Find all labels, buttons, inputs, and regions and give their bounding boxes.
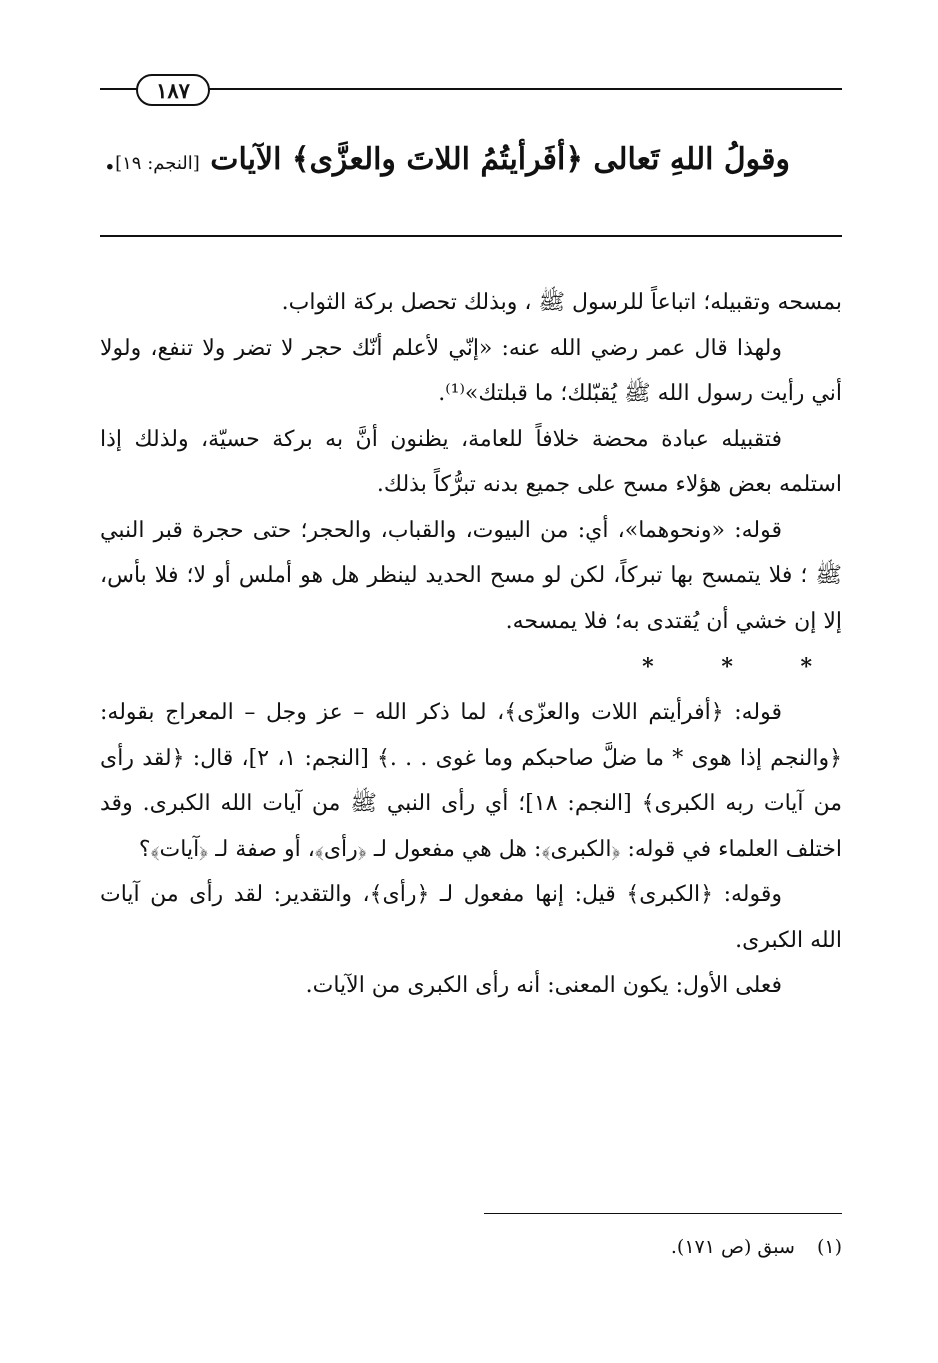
footnote: [300, 1232, 842, 1262]
matn-text: وقولُ اللهِ تَعالى ﴿أفَرأيتُمُ اللاتَ والعزَّى﴾ الآيات: [210, 142, 790, 177]
matn-reference: [النجم: ١٩]: [115, 153, 200, 174]
paragraph: وقوله: ﴿الكبرى﴾ قيل: إنها مفعول لـ ﴿رأى﴾، والتقدير: لقد رأى من آيات الله الكبرى.: [100, 882, 842, 953]
paragraph: ولهذا قال عمر رضي الله عنه: «إنّي لأعلم أنّك حجر لا تضر ولا تنفع، ولولا أني رأيت رسول الله ﷺ يُقبّلك؛ ما قبلتك»⁽¹⁾.: [100, 335, 842, 406]
paragraph: فعلى الأول: يكون المعنى: أنه رأى الكبرى من الآيات.: [305, 973, 782, 998]
header-rule: [100, 88, 842, 90]
commentary-body: [100, 280, 842, 1009]
matn-heading: [100, 128, 790, 196]
paragraph: بمسحه وتقبيله؛ اتباعاً للرسول ﷺ ، وبذلك تحصل بركة الثواب.: [281, 290, 842, 315]
paragraph: قوله: ﴿أفرأيتم اللات والعزّى﴾، لما ذكر الله – عز وجل – المعراج بقوله: ﴿والنجم إذا هوى * ما ضلَّ صاحبكم وما غوى . . .﴾ [النجم: ١، ٢]، قال: ﴿لقد رأى من آيات ربه الكبرى﴾ [النجم: ١٨]؛ أي رأى النبي ﷺ من آيات الله الكبرى. وقد اختلف العلماء في قوله: ﴿الكبرى﴾: هل هي مفعول لـ ﴿رأى﴾، أو صفة لـ ﴿آيات﴾؟: [100, 700, 842, 862]
section-divider: * * *: [642, 654, 842, 680]
matn-end: .: [104, 142, 116, 177]
footnote-number: (١): [816, 1236, 842, 1258]
footnote-text: سبق (ص ١٧١).: [670, 1236, 795, 1258]
page-number: ١٨٧: [136, 74, 210, 106]
paragraph: فتقبيله عبادة محضة خلافاً للعامة، يظنون أنَّ به بركة حسيّة، ولذلك إذا استلمه بعض هؤلاء مسح على جميع بدنه تبرُّكاً بذلك.: [100, 426, 842, 497]
separator-rule: [100, 235, 842, 237]
paragraph: قوله: «ونحوهما»، أي: من البيوت، والقباب، والحجر؛ حتى حجرة قبر النبي ﷺ ؛ فلا يتمسح بها تبركاً، لكن لو مسح الحديد لينظر هل هو أملس أو لا؛ فلا بأس، إلا إن خشي أن يُقتدى به؛ فلا يمسحه.: [100, 517, 842, 634]
footnote-rule: [484, 1213, 842, 1214]
